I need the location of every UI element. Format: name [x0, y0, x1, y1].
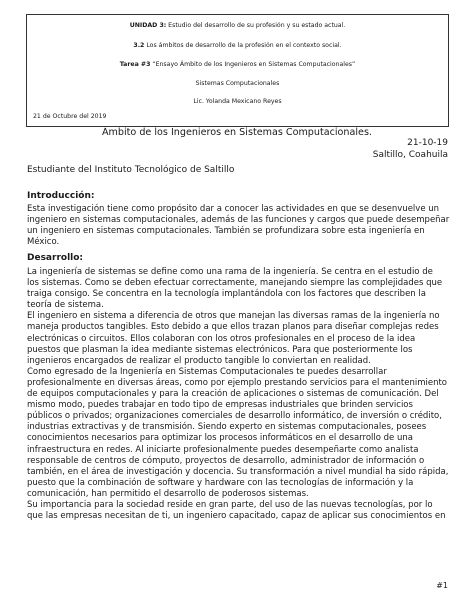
dev-line: electrónicas o circuitos. Ellos colaboran con los otros profesionales en el proceso de la idea: [27, 333, 416, 344]
dev-line: La ingeniería de sistemas se define como una rama de la ingeniería. Se centra en el estudio de: [27, 267, 433, 277]
dev-line: puestos que plasman la idea mediante sistemas electrónicos. Para que posteriormente los: [27, 344, 413, 355]
development-body: [27, 267, 451, 522]
dev-line: El ingeniero en sistema a diferencia de otros que manejan las diversas ramas de la ingeniería no: [27, 311, 440, 322]
dev-line: los sistemas. Como se deben efectuar correctamente, manejando siempre las complejidades que: [27, 278, 443, 289]
intro-line: un ingeniero en sistemas computacionales. También se profundizara sobre esta ingeniería en: [27, 226, 425, 237]
topic-text: Los ámbitos de desarrollo de la profesión en el contexto social.: [144, 42, 342, 49]
dev-line: traiga consigo. Se concentra en la tecnología implantándola con los factores que describen la: [27, 289, 426, 300]
intro-line: México.: [27, 237, 60, 248]
introduction-body: [27, 204, 451, 248]
dev-line: industrias extractivas y de transmisión. Siendo experto en sistemas computacionales, posees: [27, 422, 427, 433]
right-place: Saltillo, Coahuila: [372, 150, 448, 160]
topic-label: 3.2: [133, 42, 145, 49]
task-line: [27, 61, 448, 69]
task-text: “Ensayo Ámbito de los Ingenieros en Sistemas Computacionales”: [150, 61, 356, 68]
dev-line: teoría de sistema.: [27, 300, 104, 311]
dev-line: conocimientos necesarios para optimizar los procesos informáticos en el desarrollo de una: [27, 433, 413, 444]
dev-line: profesionalmente en diversas áreas, como por ejemplo prestando servicios para el mantenimiento: [27, 377, 448, 388]
dev-line: de equipos computacionales y para la creación de aplicaciones o sistemas de comunicación. Del: [27, 389, 439, 400]
dev-line: comunicación, han permitido el desarrollo de poderosos sistemas.: [27, 488, 309, 499]
task-label: Tarea #3: [119, 61, 151, 68]
page-number: #1: [436, 581, 448, 590]
intro-line: ingeniero en sistemas computacionales, además de las funciones y cargos que puede desempeñar: [27, 215, 450, 226]
dev-line: infraestructura en redes. Al iniciarte profesionalmente puedes desempeñarte como analista: [27, 444, 419, 455]
dev-line: maneja productos tangibles. Esto debido a que ellos trazan planos para diseñar complejas redes: [27, 322, 439, 333]
topic-line: [27, 42, 448, 50]
dev-line: también, en el área de investigación y docencia. Su transformación a nivel mundial ha sido rápida,: [27, 466, 449, 477]
dev-line: que las empresas necesitan de ti, un ingeniero capacitado, capaz de aplicar sus conocimientos en: [27, 511, 446, 522]
student-line: Estudiante del Instituto Tecnológico de Saltillo: [27, 165, 235, 175]
unit-text: Estudio del desarrollo de su profesión y su estado actual.: [166, 22, 346, 29]
dev-line: mismo modo, puedes trabajar en todo tipo de empresas industriales que brinden servicios: [27, 400, 413, 411]
unit-label: UNIDAD 3:: [129, 22, 167, 29]
dev-line: Su importancia para la sociedad reside en gran parte, del uso de las nuevas tecnologías, por lo: [27, 499, 433, 510]
cover-header-box: [26, 14, 449, 127]
dev-line: responsable de centros de cómputo, proyectos de desarrollo, administrador de información o: [27, 455, 425, 466]
teacher-name: Lic. Yolanda Mexicano Reyes: [193, 98, 282, 105]
dev-line: públicos o privados; organizaciones comerciales de desarrollo informático, de inversión o crédito,: [27, 411, 442, 422]
dev-line: puesto que la combinación de software y hardware con las tecnologías de información y la: [27, 477, 414, 488]
intro-line: Esta investigación tiene como propósito dar a conocer las actividades en que se desenvuelve un: [27, 204, 440, 214]
development-heading: Desarrollo:: [27, 253, 84, 263]
dev-line: ingenieros encargados de realizar el producto tangible lo conviertan en realidad.: [27, 355, 371, 366]
unit-line: [27, 22, 448, 30]
dev-line: Como egresado de la Ingeniería en Sistemas Computacionales te puedes desarrollar: [27, 366, 387, 377]
document-title: Ámbito de los Ingenieros en Sistemas Computacionales.: [101, 127, 372, 138]
header-date: 21 de Octubre del 2019: [33, 113, 107, 120]
right-date: 21-10-19: [407, 138, 448, 148]
introduction-heading: Introducción:: [27, 191, 95, 201]
course-name: Sistemas Computacionales: [195, 80, 280, 87]
